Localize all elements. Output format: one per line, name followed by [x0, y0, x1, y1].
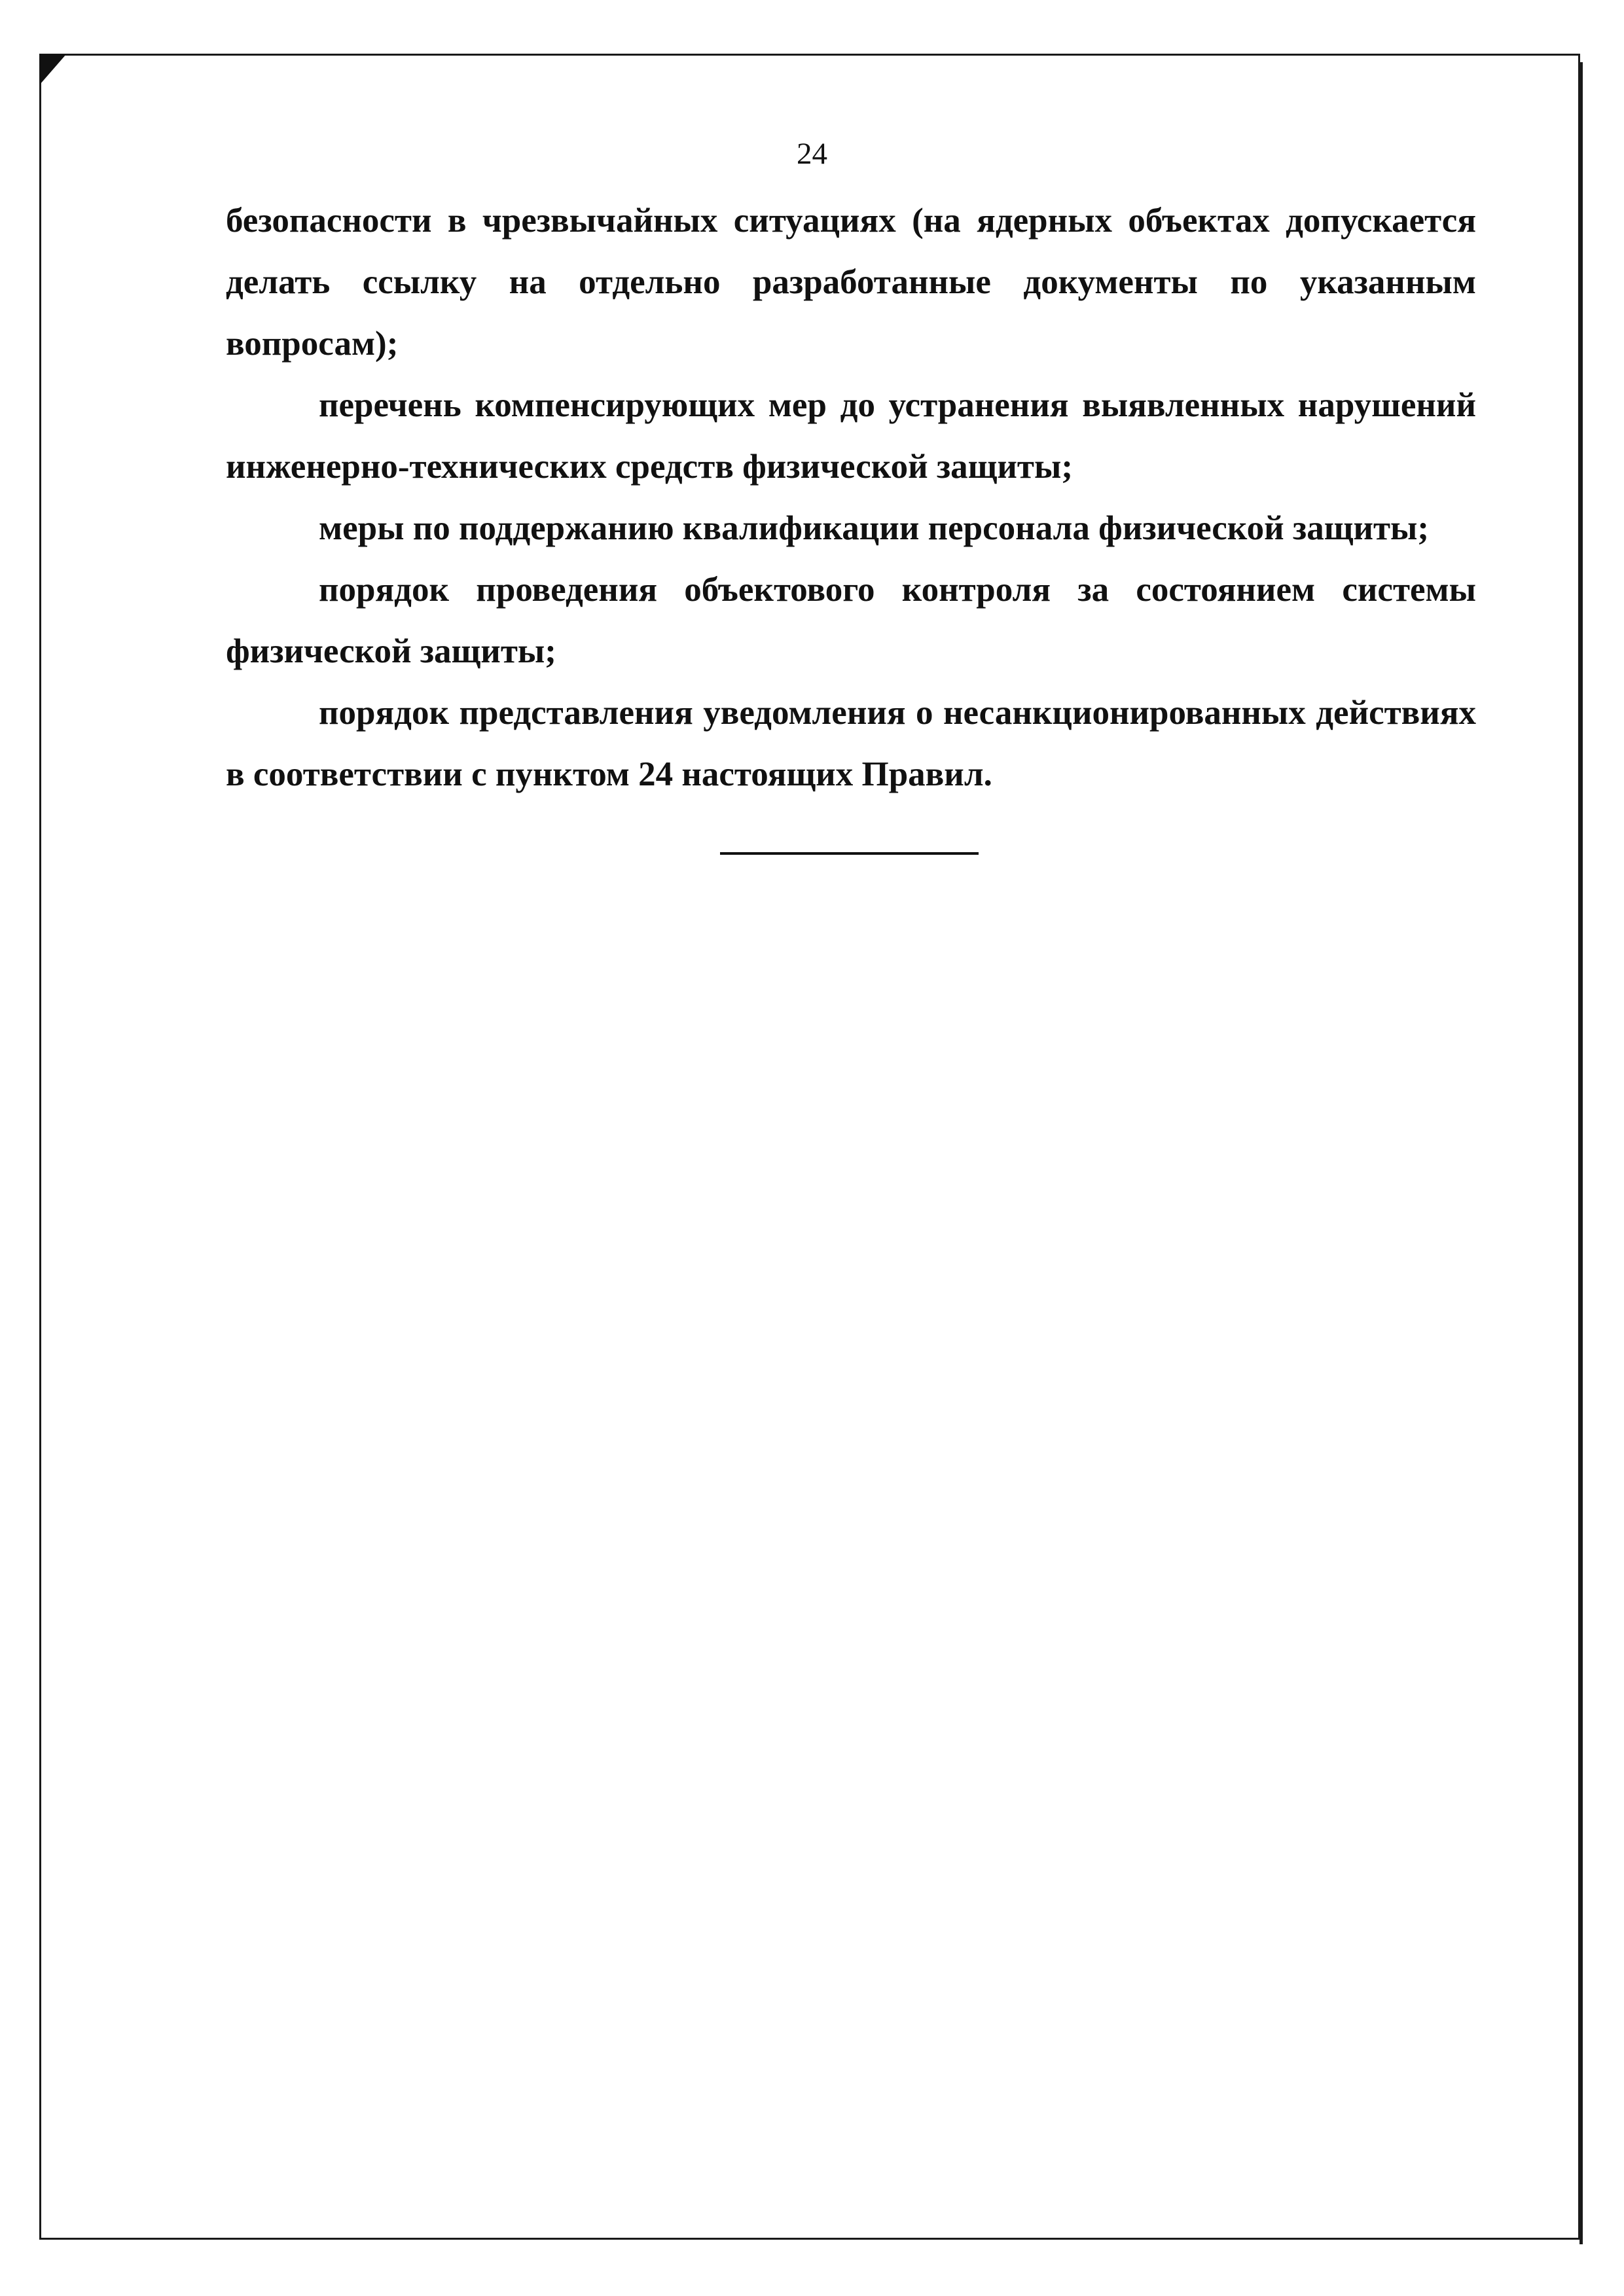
paragraph-staff-qualification: меры по поддержанию квалификации персонала физической защиты; [319, 509, 1430, 547]
corner-fold-mark [40, 54, 66, 84]
document-body [226, 190, 1476, 805]
end-of-document-rule [720, 852, 979, 855]
scan-edge-shadow [1579, 62, 1583, 2244]
paragraph-notification-procedure: порядок представления уведомления о несанкционированных действиях в соответствии с пунктом 24 настоящих Правил. [226, 694, 1476, 793]
page-number: 24 [797, 137, 827, 171]
paragraph-object-control: порядок проведения объектового контроля за состоянием системы физической защиты; [226, 571, 1476, 670]
paragraph-compensating-measures: перечень компенсирующих мер до устранения выявленных нарушений инженерно-технических средств физической защиты; [226, 386, 1476, 486]
paragraph-continuation: безопасности в чрезвычайных ситуациях (на ядерных объектах допускается делать ссылку на отдельно разработанные документы по указанным вопросам); [226, 202, 1476, 363]
